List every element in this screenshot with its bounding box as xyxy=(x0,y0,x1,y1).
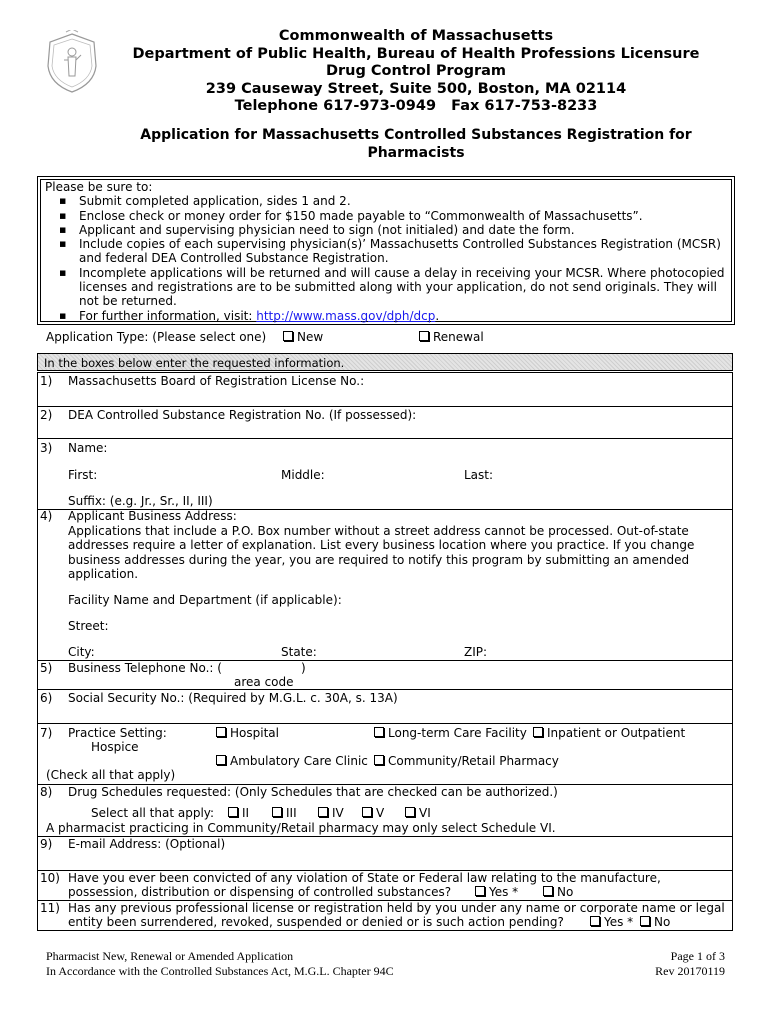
checkbox-icon xyxy=(216,755,226,765)
q10-number: 10) xyxy=(40,871,60,885)
instruction-item: ▪ Submit completed application, sides 1 and 2. xyxy=(45,194,731,208)
no-label: No xyxy=(557,885,574,899)
check-all-note: (Check all that apply) xyxy=(46,768,176,782)
ltc-option[interactable] xyxy=(374,726,527,741)
schedule-iii-label: III xyxy=(286,806,297,820)
schedule-note: A pharmacist practicing in Community/Retail pharmacy may only select Schedule VI. xyxy=(46,821,556,835)
instructions-intro: Please be sure to: xyxy=(45,180,153,194)
schedule-iv-option[interactable] xyxy=(318,806,344,821)
q2-number: 2) xyxy=(40,408,53,422)
hospital-option[interactable] xyxy=(216,726,279,741)
community-label: Community/Retail Pharmacy xyxy=(388,754,559,768)
q11-yes-option[interactable] xyxy=(590,915,633,930)
checkbox-icon xyxy=(419,331,429,341)
q3-number: 3) xyxy=(40,441,53,455)
title-line-1: Application for Massachusetts Controlled Substances Registration for xyxy=(140,127,692,143)
ambulatory-label: Ambulatory Care Clinic xyxy=(230,754,368,768)
schedule-vi-label: VI xyxy=(419,806,431,820)
q2-label: DEA Controlled Substance Registration No. (If possessed): xyxy=(68,408,417,422)
q9-label: E-mail Address: (Optional) xyxy=(68,837,226,851)
checkbox-icon xyxy=(318,807,328,817)
suffix-label: Suffix: (e.g. Jr., Sr., II, III) xyxy=(68,494,213,508)
state-label: State: xyxy=(281,645,317,659)
q11-question: entity been surrendered, revoked, suspended or denied or is such action pending? xyxy=(68,915,564,929)
instruction-item xyxy=(45,309,731,323)
q11-question: Has any previous professional license or registration held by you under any name or corporate name or legal xyxy=(68,901,725,915)
checkbox-icon xyxy=(533,727,543,737)
checkbox-icon xyxy=(590,916,600,926)
checkbox-icon xyxy=(475,886,485,896)
q4-description: addresses require a letter of explanation. List every business location where you practice. If you change xyxy=(68,538,695,552)
area-code-label: area code xyxy=(234,675,294,689)
street-label: Street: xyxy=(68,619,109,633)
q10-question: Have you ever been convicted of any violation of State or Federal law relating to the manufacture, xyxy=(68,871,661,885)
q6-number: 6) xyxy=(40,691,53,705)
dcp-website-link[interactable]: http://www.mass.gov/dph/dcp xyxy=(256,308,436,323)
footer-statute: In Accordance with the Controlled Substances Act, M.G.L. Chapter 94C xyxy=(46,964,394,978)
q7-number: 7) xyxy=(40,726,53,740)
q4-description: Applications that include a P.O. Box number without a street address cannot be processed. Out-of-state xyxy=(68,524,689,538)
renewal-label: Renewal xyxy=(433,330,484,344)
header-line-4: 239 Causeway Street, Suite 500, Boston, MA 02114 xyxy=(205,80,627,97)
ambulatory-option[interactable] xyxy=(216,754,368,769)
schedule-v-option[interactable] xyxy=(362,806,384,821)
section-header-text: In the boxes below enter the requested information. xyxy=(44,356,345,370)
header-line-1: Commonwealth of Massachusetts xyxy=(278,28,554,44)
yes-label: Yes * xyxy=(489,885,519,899)
schedule-iii-option[interactable] xyxy=(272,806,297,821)
instructions-list xyxy=(45,194,731,323)
checkbox-icon xyxy=(374,755,384,765)
city-label: City: xyxy=(68,645,95,659)
q10-no-option[interactable] xyxy=(543,885,573,900)
info-prefix: For further information, visit: xyxy=(79,308,257,323)
q4-description: business addresses during the year, you are required to notify this program by submitting an amended xyxy=(68,553,690,567)
checkbox-icon xyxy=(272,807,282,817)
new-label: New xyxy=(297,330,324,344)
schedule-v-label: V xyxy=(376,806,385,820)
schedule-ii-label: II xyxy=(242,806,250,820)
header-line-2: Department of Public Health, Bureau of Health Professions Licensure xyxy=(132,45,700,62)
q1-number: 1) xyxy=(40,374,53,388)
q8-number: 8) xyxy=(40,785,53,799)
schedule-vi-option[interactable] xyxy=(405,806,431,821)
q5-paren: ) xyxy=(301,661,306,675)
q4-label: Applicant Business Address: xyxy=(68,509,237,523)
no-label: No xyxy=(654,915,671,929)
instruction-item: ▪ Incomplete applications will be returned and will cause a delay in receiving your MCSR. Where photocopied licenses and registrations are to be submitted along with your application, do not send originals. They will not be returned. xyxy=(45,266,731,309)
app-type-label: Application Type: (Please select one) xyxy=(46,330,267,344)
inpatient-option[interactable] xyxy=(533,726,685,741)
header-line-5: Telephone 617-973-0949 Fax 617-753-8233 xyxy=(234,98,598,114)
schedule-iv-label: IV xyxy=(332,806,344,820)
inpatient-label: Inpatient or Outpatient xyxy=(547,726,686,740)
community-option[interactable] xyxy=(374,754,559,769)
app-type-renewal-option[interactable] xyxy=(419,330,484,345)
q4-description: application. xyxy=(68,567,139,581)
q11-number: 11) xyxy=(40,901,60,915)
select-all-label: Select all that apply: xyxy=(91,806,215,820)
checkbox-icon xyxy=(543,886,553,896)
checkbox-icon xyxy=(228,807,238,817)
title-line-2: Pharmacists xyxy=(367,144,465,161)
footer-form-name: Pharmacist New, Renewal or Amended Application xyxy=(46,949,294,963)
schedule-ii-option[interactable] xyxy=(228,806,249,821)
page-number: Page 1 of 3 xyxy=(670,949,725,963)
checkbox-icon xyxy=(640,916,650,926)
instruction-item: ▪ Include copies of each supervising physician(s)’ Massachusetts Controlled Substances Registration (MCSR) and federal DEA Controlled Substance Registration. xyxy=(45,237,731,266)
revision: Rev 20170119 xyxy=(655,964,725,978)
q6-label: Social Security No.: (Required by M.G.L. c. 30A, s. 13A) xyxy=(68,691,398,705)
zip-label: ZIP: xyxy=(464,645,488,659)
yes-label: Yes * xyxy=(604,915,634,929)
app-type-new-option[interactable] xyxy=(283,330,323,345)
document-header xyxy=(110,28,722,116)
q4-number: 4) xyxy=(40,509,53,523)
massachusetts-seal-icon xyxy=(44,30,100,94)
last-name-label: Last: xyxy=(464,468,494,482)
q5-number: 5) xyxy=(40,661,53,675)
info-suffix: . xyxy=(435,308,440,323)
hospice-label: Hospice xyxy=(91,740,139,754)
q8-label: Drug Schedules requested: (Only Schedules that are checked can be authorized.) xyxy=(68,785,558,799)
first-name-label: First: xyxy=(68,468,98,482)
q9-number: 9) xyxy=(40,837,53,851)
section-header xyxy=(37,353,733,371)
q7-label: Practice Setting: xyxy=(68,726,167,740)
checkbox-icon xyxy=(374,727,384,737)
q3-label: Name: xyxy=(68,441,108,455)
instruction-item: ▪ Enclose check or money order for $150 made payable to “Commonwealth of Massachusetts”. xyxy=(45,209,731,223)
facility-label: Facility Name and Department (if applicable): xyxy=(68,593,342,607)
checkbox-icon xyxy=(216,727,226,737)
application-title xyxy=(110,127,722,162)
q10-yes-option[interactable] xyxy=(475,885,518,900)
checkbox-icon xyxy=(283,331,293,341)
q1-label: Massachusetts Board of Registration License No.: xyxy=(68,374,365,388)
ltc-label: Long-term Care Facility xyxy=(388,726,527,740)
q11-no-option[interactable] xyxy=(640,915,670,930)
instruction-item: ▪ Applicant and supervising physician need to sign (not initialed) and date the form. xyxy=(45,223,731,237)
instructions-box xyxy=(40,179,732,322)
checkbox-icon xyxy=(405,807,415,817)
hospital-label: Hospital xyxy=(230,726,279,740)
footer-right xyxy=(655,949,725,979)
middle-name-label: Middle: xyxy=(281,468,325,482)
q5-label: Business Telephone No.: ( xyxy=(68,661,222,675)
checkbox-icon xyxy=(362,807,372,817)
header-line-3: Drug Control Program xyxy=(325,63,507,79)
q10-question: possession, distribution or dispensing of controlled substances? xyxy=(68,885,452,899)
footer-left xyxy=(46,949,394,979)
